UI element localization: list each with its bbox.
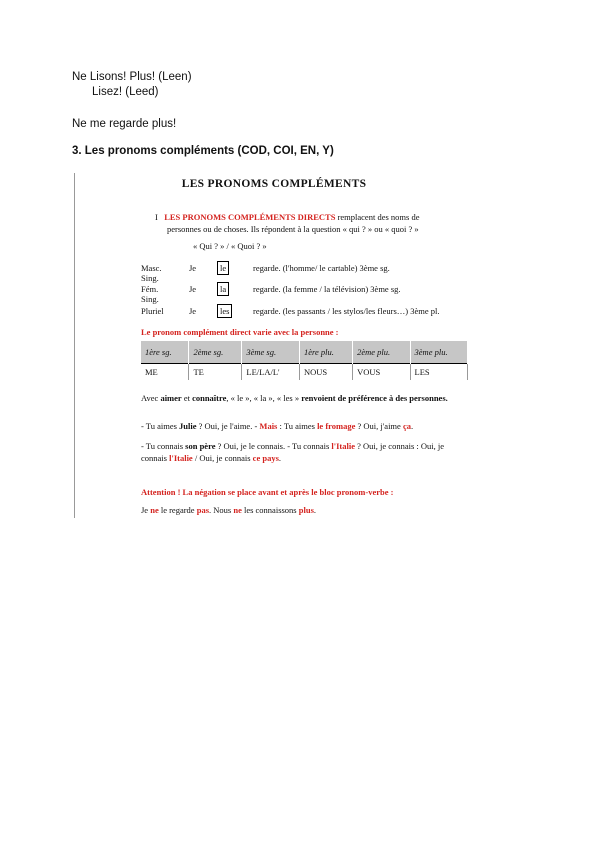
table-header: 3ème plu. [410, 341, 467, 364]
table-row [141, 364, 468, 381]
table-cell: LE/LA/L' [242, 364, 300, 381]
text-bold: renvoient de préférence à des personnes. [301, 393, 448, 403]
text-red: ça [402, 421, 411, 431]
text: ? Oui, je connais : Oui, je connais [141, 441, 445, 463]
text-red: ce pays [252, 453, 279, 463]
text-bold: Julie [179, 421, 197, 431]
text: Avec [141, 393, 161, 403]
row-rest: regarde. (l'homme/ le cartable) 3ème sg. [253, 263, 390, 273]
text: les connaissons [241, 505, 299, 515]
text-bold: aimer [160, 393, 182, 403]
table-cell: TE [189, 364, 242, 381]
item-text-a: remplacent des noms de [335, 212, 420, 222]
text: / Oui, je connais [192, 453, 253, 463]
row-subject: Je [189, 306, 197, 316]
row-pronoun-box: le [217, 261, 229, 275]
text-bold: son père [185, 441, 216, 451]
table-cell: NOUS [299, 364, 352, 381]
text: le regarde [158, 505, 197, 515]
text-red: le fromage [317, 421, 356, 431]
text-bold: connaître [192, 393, 227, 403]
varie-label: Le pronom complément direct varie avec la personne : [141, 327, 339, 337]
text: Je [141, 505, 151, 515]
table-header: 3ème sg. [242, 341, 300, 364]
text: . Nous [209, 505, 234, 515]
text: - Tu connais [141, 441, 186, 451]
conjugation-table [141, 341, 468, 380]
section-heading: 3. Les pronoms compléments (COD, COI, EN, Y) [72, 145, 334, 157]
text: . [410, 421, 414, 431]
intro-line-3: Ne me regarde plus! [72, 118, 177, 130]
text: et [181, 393, 193, 403]
row-subject: Je [189, 263, 197, 273]
table-cell: ME [141, 364, 189, 381]
text-red: plus [298, 505, 314, 515]
intro-line-2: Lisez! (Leed) [92, 86, 159, 98]
text-red: pas [196, 505, 210, 515]
table-header: 2ème sg. [189, 341, 242, 364]
item-1-line-a [155, 211, 419, 223]
row-label: Masc. Sing. [141, 263, 162, 283]
paragraph-example-julie [141, 420, 471, 432]
scanned-excerpt [74, 173, 473, 518]
scan-title: LES PRONOMS COMPLÉMENTS [181, 178, 367, 190]
text-red: ne [233, 505, 242, 515]
row-subject: Je [189, 284, 197, 294]
intro-line-1: Ne Lisons! Plus! (Leen) [72, 71, 192, 83]
item-marker: I [155, 212, 158, 222]
row-rest: regarde. (les passants / les stylos/les fleurs…) 3ème pl. [253, 306, 440, 316]
paragraph-aimer-connaitre [141, 392, 471, 404]
text-red: Mais [259, 421, 278, 431]
paragraph-example-pere [141, 440, 471, 464]
text-red: ne [150, 505, 159, 515]
item-title: LES PRONOMS COMPLÉMENTS DIRECTS [164, 212, 336, 222]
row-rest: regarde. (la femme / la télévision) 3ème sg. [253, 284, 401, 294]
qui-quoi: « Qui ? » / « Quoi ? » [193, 241, 267, 251]
text: : Tu aimes [277, 421, 318, 431]
table-header: 1ère sg. [141, 341, 189, 364]
text: ? Oui, je le connais. - Tu connais [215, 441, 332, 451]
table-cell: LES [410, 364, 467, 381]
text: ? Oui, j'aime [355, 421, 403, 431]
row-pronoun-box: la [217, 282, 229, 296]
table-header: 2ème plu. [353, 341, 410, 364]
text: ? Oui, je l'aime. - [196, 421, 260, 431]
row-pronoun-box: les [217, 304, 232, 318]
text: , « le », « la », « les » [226, 393, 302, 403]
item-1-line-b: personnes ou de choses. Ils répondent à la question « qui ? » ou « quoi ? » [167, 224, 419, 234]
text-red: l'Italie [331, 441, 356, 451]
text: . [278, 453, 282, 463]
attention-note: Attention ! La négation se place avant et après le bloc pronom-verbe : [141, 487, 394, 497]
table-cell: VOUS [353, 364, 410, 381]
row-label: Pluriel [141, 306, 164, 316]
text: . [313, 505, 316, 515]
row-label: Fém. Sing. [141, 284, 159, 304]
text-red: l'Italie [169, 453, 193, 463]
table-header: 1ère plu. [299, 341, 352, 364]
table-header-row [141, 341, 468, 364]
negation-example [141, 504, 316, 516]
text: - Tu aimes [141, 421, 180, 431]
